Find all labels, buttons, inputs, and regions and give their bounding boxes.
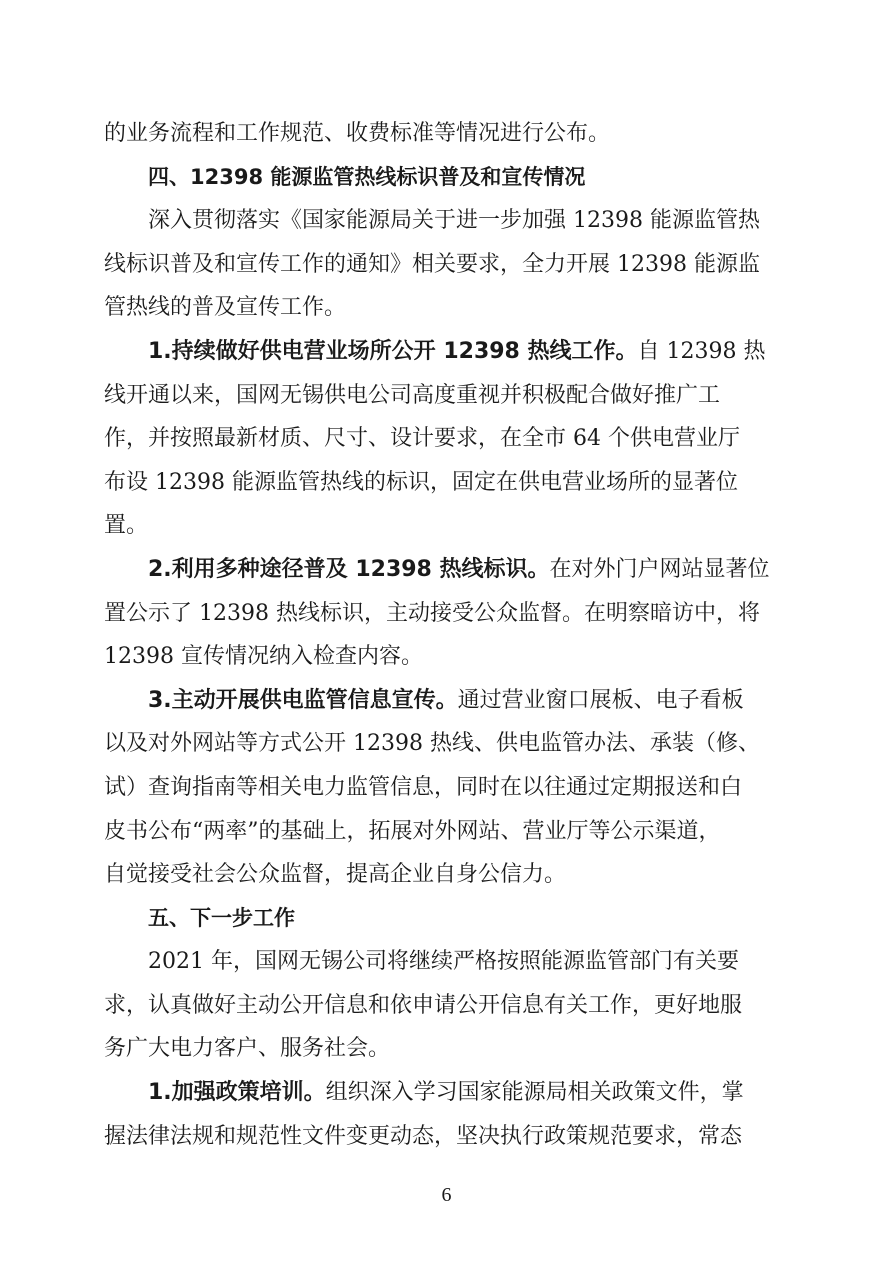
paragraph-line: 布设 12398 能源监管热线的标识，固定在供电营业场所的显著位 — [104, 469, 738, 495]
paragraph-line: 管热线的普及宣传工作。 — [104, 295, 347, 321]
item-title: 3.主动开展供电监管信息宣传。 — [148, 687, 458, 713]
paragraph-line: 的业务流程和工作规范、收费标准等情况进行公布。 — [104, 121, 611, 146]
document-body — [104, 112, 792, 1158]
paragraph-line: 置公示了 12398 热线标识，主动接受公众监督。在明察暗访中，将 — [104, 600, 760, 626]
paragraph-line: 皮书公布“两率”的基础上，拓展对外网站、营业厅等公示渠道， — [104, 818, 721, 844]
paragraph-line: 2.利用多种途径普及 12398 热线标识。在对外门户网站显著位 — [148, 556, 770, 582]
paragraph-line: 深入贯彻落实《国家能源局关于进一步加强 12398 能源监管热 — [148, 208, 760, 234]
paragraph-line: 以及对外网站等方式公开 12398 热线、供电监管办法、承装（修、 — [104, 731, 760, 757]
item-title: 1.加强政策培训。 — [148, 1080, 326, 1106]
paragraph-line: 务广大电力客户、服务社会。 — [104, 1036, 391, 1062]
paragraph-line: 2021 年，国网无锡公司将继续严格按照能源监管部门有关要 — [148, 949, 739, 975]
section-heading: 四、12398 能源监管热线标识普及和宣传情况 — [148, 164, 586, 189]
paragraph-line: 作，并按照最新材质、尺寸、设计要求，在全市 64 个供电营业厅 — [104, 426, 740, 452]
paragraph-line: 线开通以来，国网无锡供电公司高度重视并积极配合做好推广工 — [104, 382, 721, 408]
paragraph-line: 求，认真做好主动公开信息和依申请公开信息有关工作，更好地服 — [104, 992, 743, 1018]
paragraph-line: 12398 宣传情况纳入检查内容。 — [104, 644, 423, 670]
paragraph-line: 置。 — [104, 513, 149, 539]
section-heading: 五、下一步工作 — [148, 905, 295, 930]
paragraph-line: 3.主动开展供电监管信息宣传。通过营业窗口展板、电子看板 — [148, 687, 744, 713]
item-title: 1.持续做好供电营业场所公开 12398 热线工作。 — [148, 338, 638, 364]
paragraph-line: 1.加强政策培训。组织深入学习国家能源局相关政策文件，掌 — [148, 1080, 744, 1106]
paragraph-line: 线标识普及和宣传工作的通知》相关要求，全力开展 12398 能源监 — [104, 251, 760, 277]
item-title: 2.利用多种途径普及 12398 热线标识。 — [148, 556, 550, 582]
paragraph-line: 试）查询指南等相关电力监管信息，同时在以往通过定期报送和白 — [104, 774, 743, 800]
paragraph-line: 握法律法规和规范性文件变更动态，坚决执行政策规范要求，常态 — [104, 1123, 743, 1149]
page-number: 6 — [441, 1184, 452, 1206]
paragraph-line: 自觉接受社会公众监督，提高企业自身公信力。 — [104, 862, 567, 888]
paragraph-line: 1.持续做好供电营业场所公开 12398 热线工作。自 12398 热 — [148, 338, 766, 364]
